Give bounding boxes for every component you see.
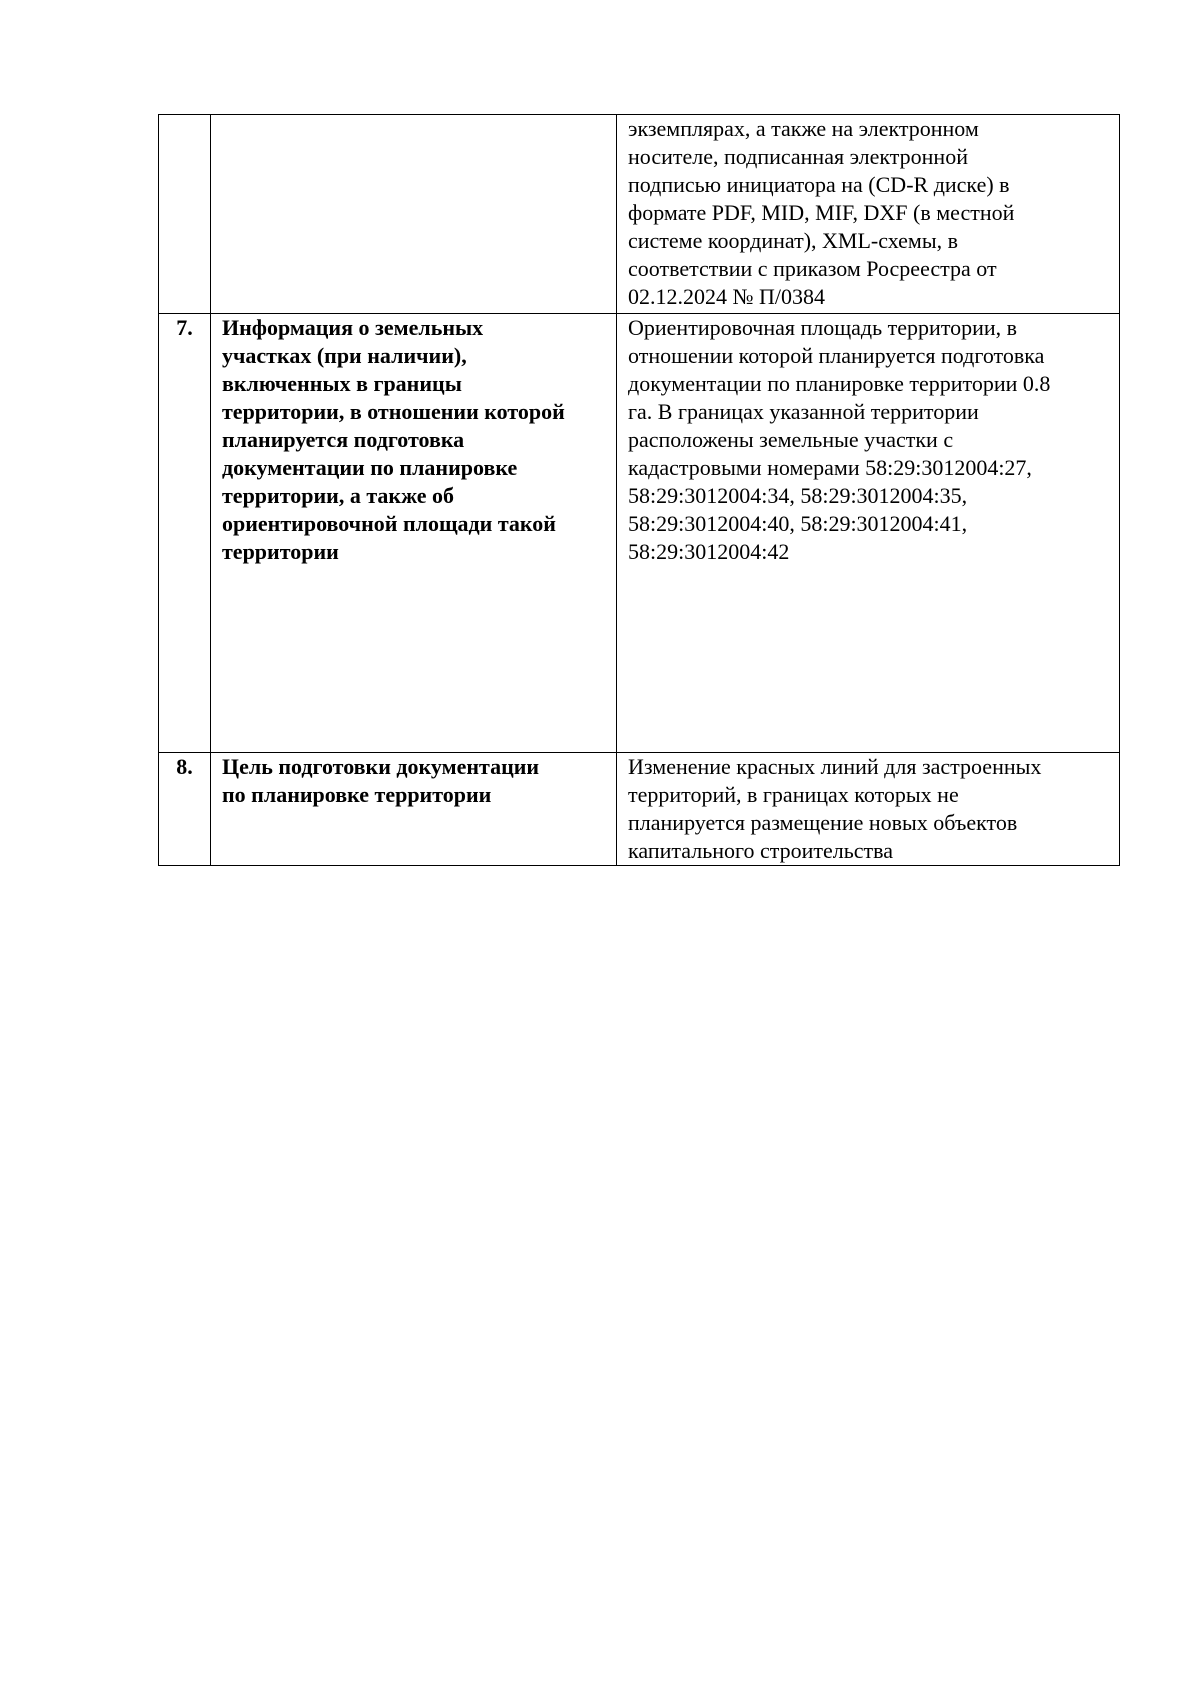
value-line: территорий, в границах которых не	[628, 782, 959, 807]
label-line: ориентировочной площади такой	[222, 511, 556, 536]
value-line: Изменение красных линий для застроенных	[628, 754, 1042, 779]
label-line: планируется подготовка	[222, 427, 465, 452]
label-line: Цель подготовки документации	[222, 754, 540, 779]
label-line: по планировке территории	[222, 782, 492, 807]
value-line: экземплярах, а также на электронном	[628, 116, 979, 141]
row-value-cell	[617, 314, 1120, 753]
table-row-continuation	[159, 115, 1120, 314]
row-value-cell	[617, 115, 1120, 314]
table-row-7	[159, 314, 1120, 753]
value-line: отношении которой планируется подготовка	[628, 343, 1045, 368]
label-line: участках (при наличии),	[222, 343, 467, 368]
row-value-cell	[617, 753, 1120, 866]
value-line: 58:29:3012004:42	[628, 539, 790, 564]
label-line: документации по планировке	[222, 455, 518, 480]
row-label-cell	[211, 115, 617, 314]
value-line: системе координат), XML-схемы, в	[628, 228, 959, 253]
label-line: включенных в границы	[222, 371, 462, 396]
row-number-cell	[159, 115, 211, 314]
label-line: Информация о земельных	[222, 315, 484, 340]
value-line: га. В границах указанной территории	[628, 399, 979, 424]
value-line: документации по планировке территории 0.8	[628, 371, 1051, 396]
value-line: расположены земельные участки с	[628, 427, 954, 452]
value-line: 02.12.2024 № П/0384	[628, 284, 825, 309]
label-line: территории, а также об	[222, 483, 454, 508]
value-line: кадастровыми номерами 58:29:3012004:27,	[628, 455, 1032, 480]
value-line: капитального строительства	[628, 838, 894, 863]
value-line: 58:29:3012004:40, 58:29:3012004:41,	[628, 511, 968, 536]
document-table	[158, 114, 1120, 866]
value-line: планируется размещение новых объектов	[628, 810, 1018, 835]
row-label-cell	[211, 753, 617, 866]
value-line: формате PDF, MID, MIF, DXF (в местной	[628, 200, 1015, 225]
label-line: территории	[222, 539, 339, 564]
value-line: 58:29:3012004:34, 58:29:3012004:35,	[628, 483, 968, 508]
row-number-cell: 8.	[159, 753, 211, 866]
table-row-8	[159, 753, 1120, 866]
value-line: Ориентировочная площадь территории, в	[628, 315, 1018, 340]
value-line: соответствии с приказом Росреестра от	[628, 256, 997, 281]
row-number-cell: 7.	[159, 314, 211, 753]
row-label-cell	[211, 314, 617, 753]
value-line: носителе, подписанная электронной	[628, 144, 968, 169]
label-line: территории, в отношении которой	[222, 399, 565, 424]
value-line: подписью инициатора на (CD-R диске) в	[628, 172, 1010, 197]
